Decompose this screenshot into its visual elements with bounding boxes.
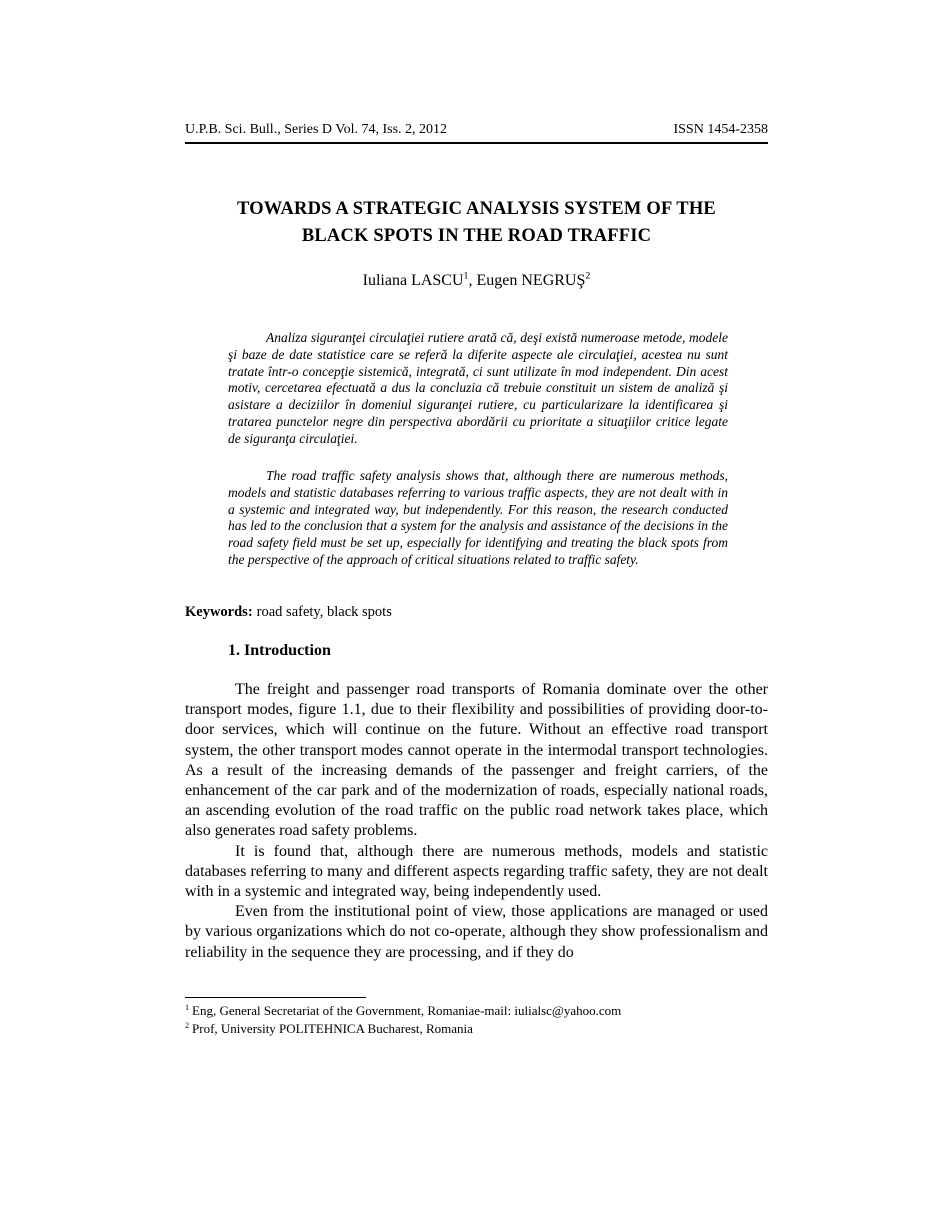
footnotes-block — [185, 1002, 768, 1038]
author-2-name: Eugen NEGRUŞ — [476, 272, 586, 289]
body-paragraph-1: The freight and passenger road transports of Romania dominate over the other transport modes, figure 1.1, due to their flexibility and possibilities of providing door-to-door services, which will continue on the future. Without an effective road transport system, the other transport modes cannot operate in the intermodal transport technologies. As a result of the increasing demands of the passenger and freight carriers, of the enhancement of the car park and of the modernization of roads, especially national roads, an ascending evolution of the road traffic on the public road network takes place, which also generates road safety problems. — [185, 681, 768, 840]
journal-reference: U.P.B. Sci. Bull., Series D Vol. 74, Iss. 2, 2012 — [185, 122, 448, 137]
footnote-2 — [185, 1020, 768, 1038]
keywords-value: road safety, black spots — [256, 604, 392, 620]
authors-separator: , — [468, 272, 477, 289]
footnote-2-text: Prof, University POLITEHNICA Bucharest, Romania — [192, 1021, 473, 1036]
author-1-footnote-marker: 1 — [463, 270, 469, 282]
footnote-2-marker: 2 — [185, 1020, 190, 1030]
footnote-1 — [185, 1002, 768, 1020]
author-1-name: Iuliana LASCU — [362, 272, 464, 289]
section-heading-introduction: 1. Introduction — [228, 642, 331, 659]
footnote-1-text: Eng, General Secretariat of the Government, Romaniae-mail: iulialsc@yahoo.com — [192, 1003, 622, 1018]
abstract-english: The road traffic safety analysis shows that, although there are numerous methods, models and statistic databases referring to various traffic aspects, they are not dealt with in a systemic and integrated way, but independently. For this reason, the research conducted has led to the conclusion that a system for the analysis and assistance of the decisions in the road safety field must be set up, especially for identifying and treating the black spots from the perspective of the approach of critical situations related to traffic safety. — [228, 468, 728, 567]
authors-line — [185, 271, 768, 290]
body-paragraph-3: Even from the institutional point of view, those applications are managed or used by various organizations which do not co-operate, although they show professionalism and reliability in the sequence they are processing, and if they do — [185, 903, 768, 961]
keywords-label: Keywords: — [185, 604, 253, 620]
introduction-body — [185, 680, 768, 963]
page-header — [185, 122, 768, 144]
body-paragraph-2: It is found that, although there are numerous methods, models and statistic databases referring to many and different aspects regarding traffic safety, they are not dealt with in a systemic and integrated way, being independently used. — [185, 842, 768, 901]
keywords-line — [185, 603, 768, 621]
paper-title-line-2: BLACK SPOTS IN THE ROAD TRAFFIC — [301, 226, 652, 246]
issn-number: ISSN 1454-2358 — [673, 122, 768, 137]
footnote-1-marker: 1 — [185, 1002, 190, 1012]
abstract-romanian: Analiza siguranţei circulaţiei rutiere arată că, deşi există numeroase metode, modele şi baze de date statistice care se referă la diferite aspecte ale circulaţiei, acestea nu sunt tratate într-o concepţie sistemică, integrată, ci sunt utilizate în mod independent. Din acest motiv, cercetarea efectuată a dus la concluzia că trebuie constituit un sistem de analiză şi asistare a deciziilor în domeniul siguranţei rutiere, cu particularizare la identificarea şi tratarea punctelor negre din perspectiva abordării cu prioritate a situaţiilor critice legate de siguranţa circulaţiei. — [228, 330, 728, 446]
paper-title-line-1: TOWARDS A STRATEGIC ANALYSIS SYSTEM OF THE — [237, 199, 716, 219]
paper-title — [185, 196, 768, 250]
author-2-footnote-marker: 2 — [585, 270, 591, 282]
footnote-separator — [185, 997, 366, 998]
